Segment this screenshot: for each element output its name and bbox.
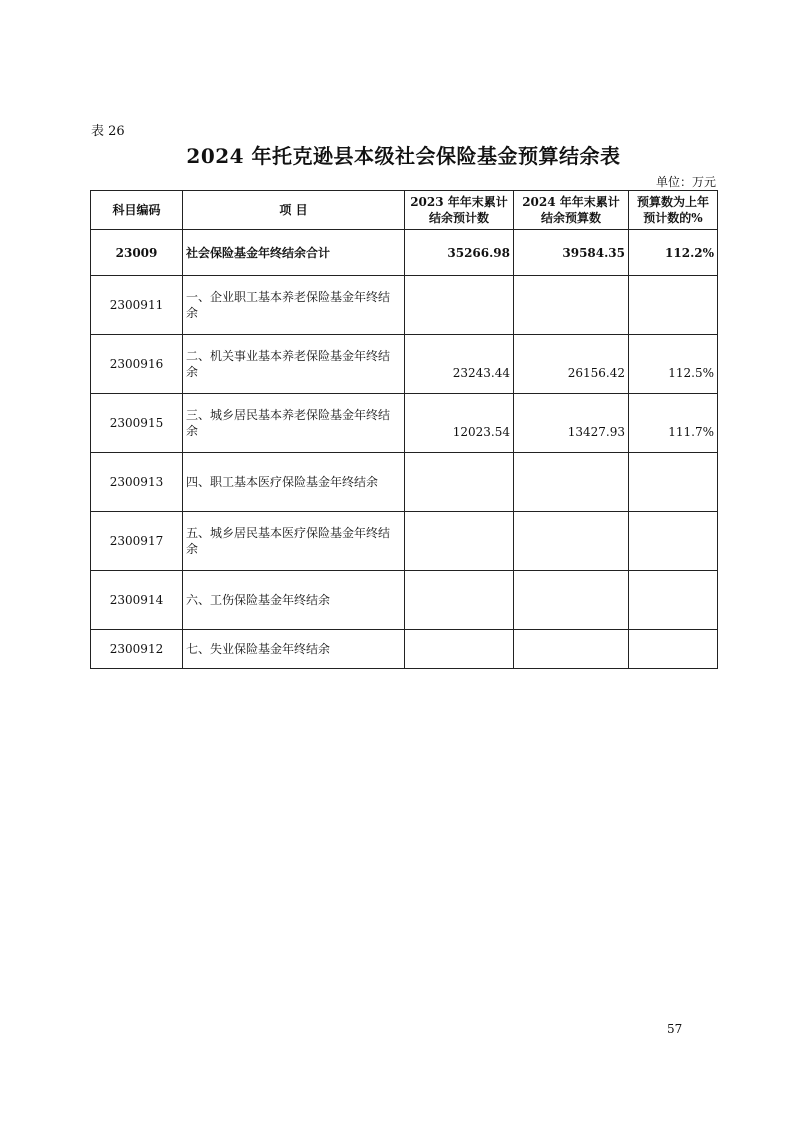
- row-prev: [405, 630, 514, 669]
- table-row: [91, 335, 718, 394]
- header-prev-balance: 2023 年年末累计结余预计数: [405, 191, 514, 230]
- table-label: 表 26: [91, 124, 125, 139]
- table-row: [91, 571, 718, 630]
- row-ratio: [629, 276, 718, 335]
- row-code: 2300912: [91, 630, 183, 669]
- total-ratio: 112.2%: [629, 230, 718, 276]
- row-budget: [514, 276, 629, 335]
- table-row: [91, 276, 718, 335]
- total-code: 23009: [91, 230, 183, 276]
- row-name: 二、机关事业基本养老保险基金年终结余: [183, 335, 405, 394]
- row-prev: 12023.54: [405, 394, 514, 453]
- table-row: [91, 630, 718, 669]
- row-code: 2300917: [91, 512, 183, 571]
- header-item: 项 目: [183, 191, 405, 230]
- row-prev: [405, 453, 514, 512]
- row-name: 一、企业职工基本养老保险基金年终结余: [183, 276, 405, 335]
- table-header-row: [91, 191, 718, 230]
- row-code: 2300914: [91, 571, 183, 630]
- header-budget-balance: 2024 年年末累计结余预算数: [514, 191, 629, 230]
- header-ratio: 预算数为上年预计数的%: [629, 191, 718, 230]
- row-code: 2300913: [91, 453, 183, 512]
- row-budget: 26156.42: [514, 335, 629, 394]
- row-ratio: [629, 630, 718, 669]
- row-budget: 13427.93: [514, 394, 629, 453]
- row-ratio: [629, 453, 718, 512]
- row-name: 五、城乡居民基本医疗保险基金年终结余: [183, 512, 405, 571]
- row-prev: 23243.44: [405, 335, 514, 394]
- row-ratio: [629, 571, 718, 630]
- row-code: 2300911: [91, 276, 183, 335]
- total-budget: 39584.35: [514, 230, 629, 276]
- row-code: 2300915: [91, 394, 183, 453]
- row-budget: [514, 571, 629, 630]
- total-name: 社会保险基金年终结余合计: [183, 230, 405, 276]
- row-ratio: 112.5%: [629, 335, 718, 394]
- row-budget: [514, 630, 629, 669]
- total-prev: 35266.98: [405, 230, 514, 276]
- page-number: 57: [667, 1022, 683, 1036]
- unit-label: 单位：万元: [655, 175, 716, 189]
- table-row: [91, 512, 718, 571]
- row-ratio: 111.7%: [629, 394, 718, 453]
- table-row: [91, 453, 718, 512]
- row-budget: [514, 453, 629, 512]
- row-prev: [405, 276, 514, 335]
- budget-balance-table: [90, 190, 718, 669]
- row-name: 七、失业保险基金年终结余: [183, 630, 405, 669]
- table-row: [91, 394, 718, 453]
- page-title: 2024 年托克逊县本级社会保险基金预算结余表: [186, 144, 621, 168]
- row-budget: [514, 512, 629, 571]
- row-prev: [405, 571, 514, 630]
- row-name: 四、职工基本医疗保险基金年终结余: [183, 453, 405, 512]
- header-code: 科目编码: [91, 191, 183, 230]
- row-name: 六、工伤保险基金年终结余: [183, 571, 405, 630]
- total-row: [91, 230, 718, 276]
- row-prev: [405, 512, 514, 571]
- row-name: 三、城乡居民基本养老保险基金年终结余: [183, 394, 405, 453]
- row-ratio: [629, 512, 718, 571]
- row-code: 2300916: [91, 335, 183, 394]
